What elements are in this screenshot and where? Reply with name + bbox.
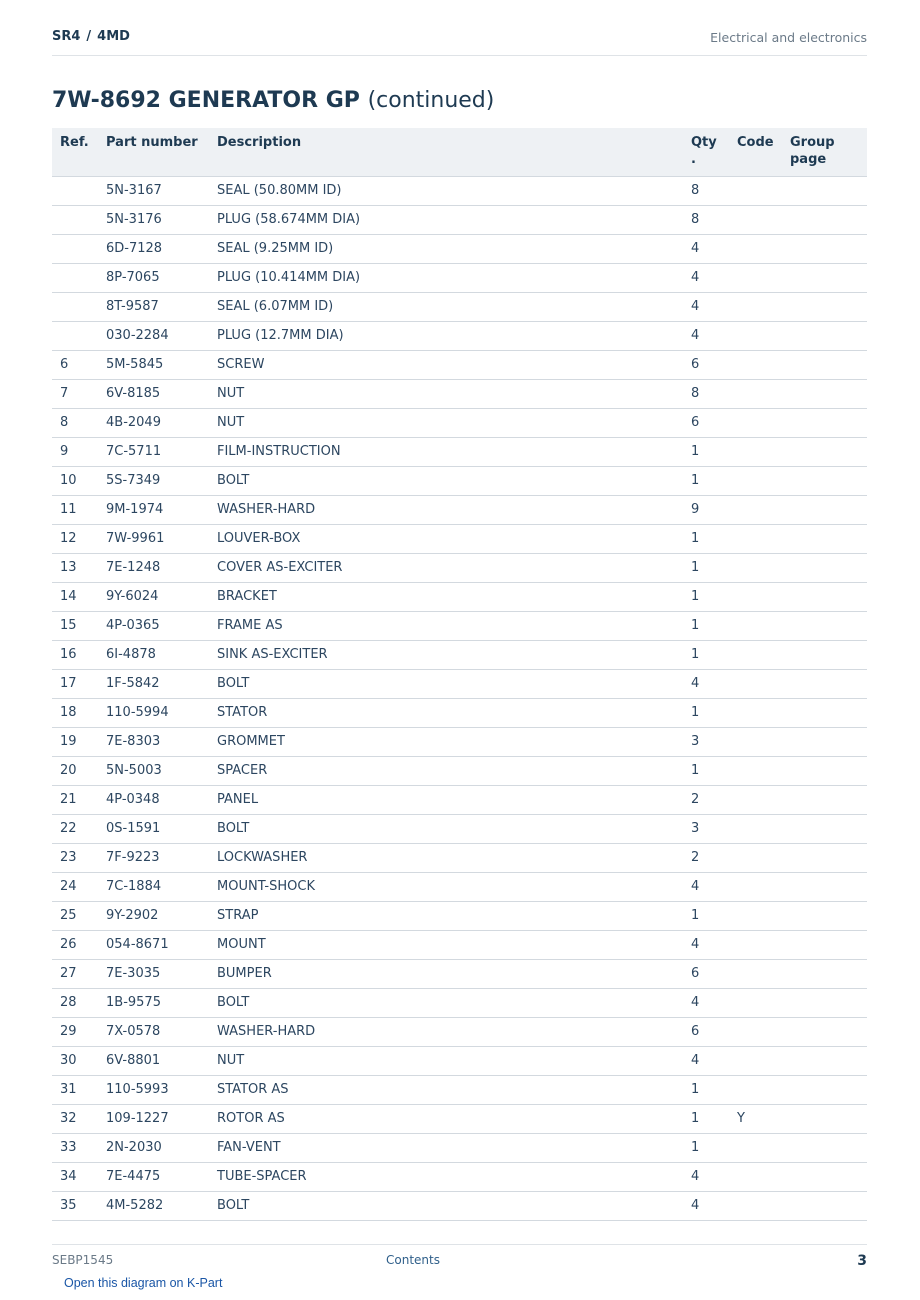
column-header-description: Description [209, 128, 683, 176]
cell-ref: 32 [52, 1104, 98, 1133]
cell-part-number: 6I-4878 [98, 640, 209, 669]
cell-code [729, 234, 782, 263]
cell-ref: 19 [52, 727, 98, 756]
cell-ref: 22 [52, 814, 98, 843]
cell-group-page [782, 988, 867, 1017]
cell-code [729, 814, 782, 843]
cell-code [729, 553, 782, 582]
cell-group-page [782, 292, 867, 321]
cell-description: WASHER-HARD [209, 1017, 683, 1046]
cell-part-number: 5M-5845 [98, 350, 209, 379]
cell-group-page [782, 205, 867, 234]
cell-code [729, 1133, 782, 1162]
cell-group-page [782, 814, 867, 843]
cell-code [729, 872, 782, 901]
cell-group-page [782, 379, 867, 408]
cell-description: TUBE-SPACER [209, 1162, 683, 1191]
title-suffix: (continued) [367, 88, 495, 113]
column-header-ref: Ref. [52, 128, 98, 176]
table-row [52, 1017, 867, 1046]
cell-description: SCREW [209, 350, 683, 379]
cell-description: SPACER [209, 756, 683, 785]
cell-code [729, 843, 782, 872]
cell-ref [52, 321, 98, 350]
cell-description: MOUNT [209, 930, 683, 959]
cell-code [729, 640, 782, 669]
cell-group-page [782, 785, 867, 814]
cell-code [729, 437, 782, 466]
page-header [52, 28, 867, 56]
table-row [52, 205, 867, 234]
cell-group-page [782, 1075, 867, 1104]
cell-description: MOUNT-SHOCK [209, 872, 683, 901]
table-row [52, 698, 867, 727]
cell-part-number: 030-2284 [98, 321, 209, 350]
cell-description: BOLT [209, 988, 683, 1017]
table-row [52, 930, 867, 959]
cell-ref: 18 [52, 698, 98, 727]
cell-ref: 7 [52, 379, 98, 408]
cell-ref [52, 205, 98, 234]
cell-qty: 4 [683, 234, 729, 263]
cell-group-page [782, 321, 867, 350]
table-row [52, 727, 867, 756]
cell-qty: 1 [683, 756, 729, 785]
cell-description: GROMMET [209, 727, 683, 756]
cell-qty: 1 [683, 1133, 729, 1162]
cell-ref: 6 [52, 350, 98, 379]
cell-code [729, 466, 782, 495]
cell-code [729, 669, 782, 698]
cell-part-number: 0S-1591 [98, 814, 209, 843]
cell-description: STATOR [209, 698, 683, 727]
cell-qty: 1 [683, 1104, 729, 1133]
cell-code [729, 1191, 782, 1220]
cell-ref: 16 [52, 640, 98, 669]
page-number: 3 [857, 1253, 867, 1269]
cell-qty: 1 [683, 466, 729, 495]
cell-ref: 29 [52, 1017, 98, 1046]
cell-part-number: 4P-0348 [98, 785, 209, 814]
cell-description: STATOR AS [209, 1075, 683, 1104]
table-row [52, 1162, 867, 1191]
table-row [52, 1075, 867, 1104]
cell-part-number: 4P-0365 [98, 611, 209, 640]
cell-part-number: 054-8671 [98, 930, 209, 959]
cell-qty: 4 [683, 872, 729, 901]
cell-description: SEAL (50.80MM ID) [209, 176, 683, 205]
column-header-code: Code [729, 128, 782, 176]
cell-description: BUMPER [209, 959, 683, 988]
cell-ref: 25 [52, 901, 98, 930]
table-row [52, 1046, 867, 1075]
cell-description: SEAL (6.07MM ID) [209, 292, 683, 321]
cell-ref [52, 234, 98, 263]
cell-code [729, 930, 782, 959]
cell-qty: 3 [683, 727, 729, 756]
cell-part-number: 6V-8185 [98, 379, 209, 408]
cell-qty: 4 [683, 930, 729, 959]
cell-qty: 2 [683, 843, 729, 872]
table-row [52, 553, 867, 582]
cell-qty: 1 [683, 524, 729, 553]
cell-qty: 9 [683, 495, 729, 524]
cell-ref [52, 263, 98, 292]
section-name: Electrical and electronics [710, 30, 867, 45]
cell-description: WASHER-HARD [209, 495, 683, 524]
cell-description: BRACKET [209, 582, 683, 611]
cell-ref: 20 [52, 756, 98, 785]
cell-code [729, 698, 782, 727]
table-row [52, 350, 867, 379]
cell-qty: 4 [683, 1162, 729, 1191]
page-footer [52, 1244, 867, 1275]
cell-code [729, 263, 782, 292]
cell-code [729, 379, 782, 408]
cell-qty: 6 [683, 350, 729, 379]
cell-description: BOLT [209, 669, 683, 698]
cell-ref: 26 [52, 930, 98, 959]
cell-code [729, 205, 782, 234]
cell-code: Y [729, 1104, 782, 1133]
breadcrumb-separator: / [86, 29, 92, 44]
cell-ref [52, 292, 98, 321]
cell-group-page [782, 263, 867, 292]
table-row [52, 785, 867, 814]
cell-description: PLUG (10.414MM DIA) [209, 263, 683, 292]
table-row [52, 843, 867, 872]
table-row [52, 611, 867, 640]
cell-description: FRAME AS [209, 611, 683, 640]
cell-qty: 4 [683, 1191, 729, 1220]
cell-part-number: 7E-4475 [98, 1162, 209, 1191]
cell-part-number: 109-1227 [98, 1104, 209, 1133]
column-header-group-page: Group page [782, 128, 867, 176]
cell-description: STRAP [209, 901, 683, 930]
parts-table [52, 128, 867, 1221]
cell-group-page [782, 843, 867, 872]
cell-qty: 4 [683, 263, 729, 292]
cell-group-page [782, 582, 867, 611]
table-row [52, 1191, 867, 1220]
cell-part-number: 5S-7349 [98, 466, 209, 495]
cell-group-page [782, 611, 867, 640]
cell-group-page [782, 1017, 867, 1046]
table-row [52, 814, 867, 843]
cell-code [729, 611, 782, 640]
cell-ref: 17 [52, 669, 98, 698]
table-row [52, 1133, 867, 1162]
cell-part-number: 5N-3167 [98, 176, 209, 205]
cell-description: PLUG (58.674MM DIA) [209, 205, 683, 234]
cell-ref: 33 [52, 1133, 98, 1162]
cell-qty: 1 [683, 698, 729, 727]
title-main: 7W-8692 GENERATOR GP [52, 88, 360, 113]
cell-group-page [782, 1162, 867, 1191]
cell-qty: 3 [683, 814, 729, 843]
column-header-qty: Qty . [683, 128, 729, 176]
cell-part-number: 7F-9223 [98, 843, 209, 872]
cell-group-page [782, 466, 867, 495]
cell-ref: 15 [52, 611, 98, 640]
cell-part-number: 7W-9961 [98, 524, 209, 553]
table-row [52, 959, 867, 988]
cell-description: BOLT [209, 1191, 683, 1220]
cell-part-number: 4B-2049 [98, 408, 209, 437]
cell-code [729, 292, 782, 321]
cell-ref: 35 [52, 1191, 98, 1220]
cell-ref: 34 [52, 1162, 98, 1191]
cell-qty: 1 [683, 553, 729, 582]
cell-description: BOLT [209, 814, 683, 843]
cell-ref: 23 [52, 843, 98, 872]
cell-code [729, 524, 782, 553]
cell-qty: 1 [683, 611, 729, 640]
cell-group-page [782, 756, 867, 785]
cell-code [729, 582, 782, 611]
cell-code [729, 1046, 782, 1075]
parts-table-body [52, 176, 867, 1220]
cell-description: NUT [209, 379, 683, 408]
cell-qty: 4 [683, 1046, 729, 1075]
table-row [52, 756, 867, 785]
cell-ref: 28 [52, 988, 98, 1017]
cell-group-page [782, 437, 867, 466]
cell-part-number: 8T-9587 [98, 292, 209, 321]
cell-group-page [782, 1191, 867, 1220]
cell-part-number: 7E-1248 [98, 553, 209, 582]
cell-description: FAN-VENT [209, 1133, 683, 1162]
cell-part-number: 7C-1884 [98, 872, 209, 901]
cell-part-number: 6V-8801 [98, 1046, 209, 1075]
cell-ref: 13 [52, 553, 98, 582]
table-row [52, 640, 867, 669]
cell-code [729, 727, 782, 756]
cell-group-page [782, 408, 867, 437]
cell-qty: 1 [683, 1075, 729, 1104]
cell-part-number: 9Y-2902 [98, 901, 209, 930]
cell-qty: 4 [683, 988, 729, 1017]
cell-part-number: 5N-3176 [98, 205, 209, 234]
cell-ref: 31 [52, 1075, 98, 1104]
cell-part-number: 5N-5003 [98, 756, 209, 785]
cell-description: FILM-INSTRUCTION [209, 437, 683, 466]
table-row [52, 234, 867, 263]
cell-qty: 1 [683, 901, 729, 930]
cell-group-page [782, 234, 867, 263]
cell-code [729, 176, 782, 205]
cell-group-page [782, 872, 867, 901]
table-row [52, 263, 867, 292]
cell-ref: 10 [52, 466, 98, 495]
cell-part-number: 4M-5282 [98, 1191, 209, 1220]
table-row [52, 292, 867, 321]
cell-code [729, 988, 782, 1017]
cell-code [729, 408, 782, 437]
cell-group-page [782, 669, 867, 698]
cell-code [729, 756, 782, 785]
cell-part-number: 7E-8303 [98, 727, 209, 756]
cell-ref: 9 [52, 437, 98, 466]
cell-ref [52, 176, 98, 205]
table-row [52, 1104, 867, 1133]
cell-group-page [782, 350, 867, 379]
table-row [52, 524, 867, 553]
cell-code [729, 350, 782, 379]
cell-part-number: 8P-7065 [98, 263, 209, 292]
contents-link[interactable]: Contents [386, 1253, 440, 1267]
cell-ref: 12 [52, 524, 98, 553]
cell-part-number: 1B-9575 [98, 988, 209, 1017]
cell-qty: 6 [683, 1017, 729, 1046]
breadcrumb-arrangement: 4MD [97, 29, 130, 44]
cell-group-page [782, 698, 867, 727]
cell-ref: 21 [52, 785, 98, 814]
cell-code [729, 1017, 782, 1046]
table-row [52, 466, 867, 495]
cell-part-number: 7C-5711 [98, 437, 209, 466]
breadcrumb [52, 29, 130, 44]
cell-description: SINK AS-EXCITER [209, 640, 683, 669]
cell-description: PANEL [209, 785, 683, 814]
table-row [52, 408, 867, 437]
cell-code [729, 1162, 782, 1191]
cell-qty: 1 [683, 582, 729, 611]
cell-ref: 30 [52, 1046, 98, 1075]
cell-qty: 2 [683, 785, 729, 814]
cell-code [729, 321, 782, 350]
cell-qty: 4 [683, 321, 729, 350]
cell-description: LOCKWASHER [209, 843, 683, 872]
cell-group-page [782, 959, 867, 988]
cell-ref: 11 [52, 495, 98, 524]
document-code: SEBP1545 [52, 1253, 114, 1267]
cell-qty: 8 [683, 205, 729, 234]
table-row [52, 495, 867, 524]
cell-group-page [782, 495, 867, 524]
cell-code [729, 495, 782, 524]
table-row [52, 321, 867, 350]
table-row [52, 582, 867, 611]
cell-group-page [782, 930, 867, 959]
cell-ref: 14 [52, 582, 98, 611]
cell-qty: 8 [683, 176, 729, 205]
cell-qty: 1 [683, 640, 729, 669]
cell-group-page [782, 176, 867, 205]
cell-part-number: 110-5994 [98, 698, 209, 727]
column-header-part-number: Part number [98, 128, 209, 176]
cell-description: COVER AS-EXCITER [209, 553, 683, 582]
cell-qty: 4 [683, 292, 729, 321]
cell-qty: 6 [683, 408, 729, 437]
table-row [52, 872, 867, 901]
table-row [52, 379, 867, 408]
cell-description: SEAL (9.25MM ID) [209, 234, 683, 263]
table-header-row [52, 128, 867, 176]
cell-part-number: 1F-5842 [98, 669, 209, 698]
cell-part-number: 110-5993 [98, 1075, 209, 1104]
cell-part-number: 7E-3035 [98, 959, 209, 988]
open-diagram-link[interactable]: Open this diagram on K-Part [64, 1276, 223, 1290]
cell-qty: 8 [683, 379, 729, 408]
cell-part-number: 9Y-6024 [98, 582, 209, 611]
cell-group-page [782, 1046, 867, 1075]
cell-group-page [782, 1104, 867, 1133]
page-title [52, 88, 494, 113]
cell-description: PLUG (12.7MM DIA) [209, 321, 683, 350]
cell-description: NUT [209, 408, 683, 437]
cell-description: BOLT [209, 466, 683, 495]
table-row [52, 669, 867, 698]
breadcrumb-model: SR4 [52, 29, 81, 44]
table-row [52, 988, 867, 1017]
cell-part-number: 9M-1974 [98, 495, 209, 524]
cell-description: LOUVER-BOX [209, 524, 683, 553]
cell-ref: 8 [52, 408, 98, 437]
cell-code [729, 1075, 782, 1104]
cell-code [729, 785, 782, 814]
cell-group-page [782, 727, 867, 756]
cell-description: NUT [209, 1046, 683, 1075]
cell-group-page [782, 640, 867, 669]
table-row [52, 176, 867, 205]
cell-code [729, 901, 782, 930]
cell-qty: 1 [683, 437, 729, 466]
table-row [52, 901, 867, 930]
table-row [52, 437, 867, 466]
cell-part-number: 2N-2030 [98, 1133, 209, 1162]
cell-group-page [782, 553, 867, 582]
cell-group-page [782, 901, 867, 930]
cell-ref: 24 [52, 872, 98, 901]
cell-description: ROTOR AS [209, 1104, 683, 1133]
cell-part-number: 7X-0578 [98, 1017, 209, 1046]
cell-ref: 27 [52, 959, 98, 988]
cell-part-number: 6D-7128 [98, 234, 209, 263]
cell-qty: 4 [683, 669, 729, 698]
cell-group-page [782, 524, 867, 553]
cell-group-page [782, 1133, 867, 1162]
cell-code [729, 959, 782, 988]
cell-qty: 6 [683, 959, 729, 988]
